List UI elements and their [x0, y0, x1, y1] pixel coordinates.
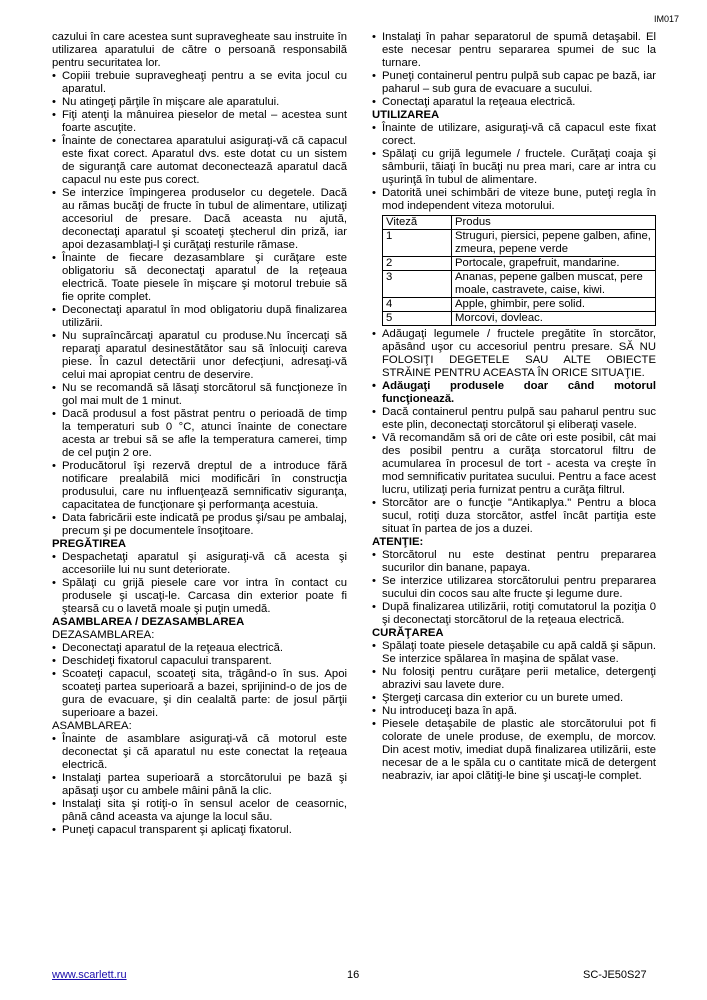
list-item: • Se interzice utilizarea storcătorului pentru prepararea sucului din cocos sau alte fructe şi legume dure. — [372, 575, 656, 601]
page-number: 16 — [347, 969, 360, 981]
right-column — [372, 31, 656, 783]
table-cell-product: Ananas, pepene galben muscat, pere moale, castravete, caise, kiwi. — [452, 271, 656, 298]
list-item: • Nu introduceţi baza în apă. — [372, 705, 656, 718]
list-item: • Nu supraîncărcaţi aparatul cu produse.Nu încercaţi să reparaţi aparatul desinestătător sau să înlocuiţi careva piese. În cazul detectării unor defecţiuni, adresaţi-vă celui mai apropiat centru de deservire. — [52, 330, 347, 382]
subheading-disassembly: DEZASAMBLAREA: — [52, 629, 155, 641]
list-item: • Instalaţi partea superioară a storcătorului pe bază şi apăsaţi uşor cu ambele mâini până la clic. — [52, 772, 347, 798]
table-cell-speed: 1 — [383, 230, 452, 257]
disassembly-list — [52, 642, 347, 720]
list-item: • Nu atingeţi părţile în mişcare ale aparatului. — [52, 96, 347, 109]
list-item: • Înainte de fiecare dezasamblare şi curăţare este obligatoriu să deconectaţi aparatul de la reţeaua electrică. Toate piesele în mişcare şi motorul trebuie să fie oprite complet. — [52, 252, 347, 304]
list-item: • Puneţi capacul transparent şi aplicaţi fixatorul. — [52, 824, 347, 837]
section-heading-preparation: PREGĂTIREA — [52, 538, 127, 550]
list-item: • Nu folosiţi pentru curăţare perii metalice, detergenţi abrazivi sau lavete dure. — [372, 666, 656, 692]
table-cell-speed: 3 — [383, 271, 452, 298]
table-cell-product: Apple, ghimbir, pere solid. — [452, 298, 656, 312]
usage-list-continued — [372, 328, 656, 536]
list-item: • După finalizarea utilizării, rotiţi comutatorul la poziţia 0 şi deconectaţi storcătorul de la reţeaua electrică. — [372, 601, 656, 627]
list-item: • Spălaţi toate piesele detaşabile cu apă caldă şi săpun. Se interzice spălarea în maşina de spălat vase. — [372, 640, 656, 666]
website-link[interactable]: www.scarlett.ru — [52, 969, 127, 981]
list-item: • Instalaţi în pahar separatorul de spumă detaşabil. El este necesar pentru separarea spumei de suc la turnare. — [372, 31, 656, 70]
list-item: • Storcător are o funcţie "Antikaplya." Pentru a bloca sucul, rotiţi duza storcător, astfel încât partiţia este situat în partea de jos a duzei. — [372, 497, 656, 536]
list-item: • Conectaţi aparatul la reţeaua electrică. — [372, 96, 656, 109]
list-item: • Înainte de utilizare, asiguraţi-vă că capacul este fixat corect. — [372, 122, 656, 148]
table-cell-speed: 4 — [383, 298, 452, 312]
table-cell-product: Struguri, piersici, pepene galben, afine, zmeura, pepene verde — [452, 230, 656, 257]
list-item: • Piesele detaşabile de plastic ale storcătorului pot fi colorate de unele produse, de exemplu, de morcov. Din acest motiv, imediat după finalizarea utilizării, este necesar de a le spăla cu o cantitate mică de detergent neabraziv, iar apoi clătiţi-le bine şi uscaţi-le complet. — [372, 718, 656, 783]
table-row — [383, 257, 656, 271]
speed-table — [382, 215, 656, 326]
list-item: • Deschideţi fixatorul capacului transparent. — [52, 655, 347, 668]
safety-list — [52, 70, 347, 538]
section-heading-cleaning: CURĂŢAREA — [372, 627, 444, 639]
list-item: • Despachetaţi aparatul şi asiguraţi-vă că acesta şi accesoriile lui nu sunt deteriorate. — [52, 551, 347, 577]
table-row — [383, 230, 656, 257]
list-item: • Nu se recomandă să lăsaţi storcătorul să funcţioneze în gol mai mult de 1 minut. — [52, 382, 347, 408]
table-cell-product: Morcovi, dovleac. — [452, 312, 656, 326]
attention-list — [372, 549, 656, 627]
list-item: • Fiţi atenţi la mânuirea pieselor de metal – acestea sunt foarte ascuţite. — [52, 109, 347, 135]
list-item: • Spălaţi cu grijă legumele / fructele. Curăţaţi coaja şi sâmburii, tăiaţi în bucăţi nu prea mari, care ar intra cu uşurinţă în tubul de alimentare. — [372, 148, 656, 187]
list-item: • Vă recomandăm să ori de câte ori este posibil, cât mai des posibil pentru a curăţa storcatorul filtru de acumularea în procesul de tort - acesta va creşte în mod semnificativ puritatea sucului. Pentru a face acest lucru, utilizaţi peria furnizat pentru a curăţa filtrul. — [372, 432, 656, 497]
column-header-product: Produs — [452, 216, 656, 230]
preparation-list — [52, 551, 347, 616]
list-item: • Se interzice împingerea produselor cu degetele. Dacă au rămas bucăţi de fructe în tubul de alimentare, utilizaţi accesoriul de presare. Dacă aceasta nu ajută, deconectaţi aparatul şi scoateţi ştecherul din priză, iar apoi dezasamblaţi-l şi curăţaţi resturile rămase. — [52, 187, 347, 252]
list-item: • Deconectaţi aparatul de la reţeaua electrică. — [52, 642, 347, 655]
list-item: • Instalaţi sita şi rotiţi-o în sensul acelor de ceasornic, până când aceasta va ajunge la locul său. — [52, 798, 347, 824]
model-code-header: IM017 — [654, 14, 680, 24]
table-cell-speed: 2 — [383, 257, 452, 271]
subheading-assembly: ASAMBLAREA: — [52, 720, 132, 732]
left-column — [52, 31, 347, 837]
assembly-list-continued — [372, 31, 656, 109]
list-item: • Producătorul îşi rezervă dreptul de a introduce fără notificare prealabilă mici modificări în construcţia produsului, care nu influenţează semnificativ siguranţa, capacitatea de funcţionare şi performanţa acestuia. — [52, 460, 347, 512]
list-item: • Scoateţi capacul, scoateţi sita, trăgând-o în sus. Apoi scoateţi partea superioară a bazei, sprijinind-o de jos de gura de evacuare, şi din cealaltă parte: de josul părţii superioare a bazei. — [52, 668, 347, 720]
list-item: • Storcătorul nu este destinat pentru prepararea sucurilor din banane, papaya. — [372, 549, 656, 575]
list-item: • Deconectaţi aparatul în mod obligatoriu după finalizarea utilizării. — [52, 304, 347, 330]
table-cell-speed: 5 — [383, 312, 452, 326]
cleaning-list — [372, 640, 656, 783]
list-item: • Spălaţi cu grijă piesele care vor intra în contact cu produsele şi uscaţi-le. Carcasa din exterior poate fi ştearsă cu o lavetă moale şi puţin umedă. — [52, 577, 347, 616]
usage-list — [372, 122, 656, 213]
intro-paragraph: cazului în care acestea sunt supravegheate sau instruite în utilizarea aparatului de către o persoană responsabilă pentru securitatea lor. — [52, 31, 347, 69]
list-item: • Înainte de conectarea aparatului asiguraţi-vă că capacul este fixat corect. Aparatul dvs. este dotat cu un sistem de siguranţă care automat deconectează aparatul dacă capacul nu este pus corect. — [52, 135, 347, 187]
list-item-bold: • Adăugaţi produsele doar când motorul funcţionează. — [372, 380, 656, 406]
section-heading-assembly: ASAMBLAREA / DEZASAMBLAREA — [52, 616, 245, 628]
list-item: • Copiii trebuie supravegheaţi pentru a se evita jocul cu aparatul. — [52, 70, 347, 96]
list-item: • Data fabricării este indicată pe produs şi/sau pe ambalaj, precum şi pe documentele însoţitoare. — [52, 512, 347, 538]
model-code-footer: SC-JE50S27 — [583, 969, 647, 981]
list-item: • Dacă containerul pentru pulpă sau paharul pentru suc este plin, deconectaţi storcătorul şi eliberaţi vasele. — [372, 406, 656, 432]
table-row — [383, 298, 656, 312]
section-heading-attention: ATENŢIE: — [372, 536, 424, 548]
list-item: • Înainte de asamblare asiguraţi-vă că motorul este deconectat şi că aparatul nu este conectat la reţeaua electrică. — [52, 733, 347, 772]
list-item: • Ştergeţi carcasa din exterior cu un burete umed. — [372, 692, 656, 705]
list-item: • Dacă produsul a fost păstrat pentru o perioadă de timp la temperaturi sub 0 °C, atunci înainte de conectare acesta ar trebui să se afle la temperatura camerei, timp de cel puţin 2 ore. — [52, 408, 347, 460]
list-item: • Puneţi containerul pentru pulpă sub capac pe bază, iar paharul – sub gura de evacuare a sucului. — [372, 70, 656, 96]
section-heading-usage: UTILIZAREA — [372, 109, 440, 121]
table-cell-product: Portocale, grapefruit, mandarine. — [452, 257, 656, 271]
table-row — [383, 271, 656, 298]
table-header-row — [383, 216, 656, 230]
list-item: • Datorită unei schimbări de viteze bune, puteţi regla în mod independent viteza motorului. — [372, 187, 656, 213]
table-row — [383, 312, 656, 326]
assembly-list — [52, 733, 347, 837]
column-header-speed: Viteză — [383, 216, 452, 230]
list-item: • Adăugaţi legumele / fructele pregătite în storcător, apăsând uşor cu accesoriul pentru presare. SĂ NU FOLOSIŢI DEGETELE SAU ALTE OBIECTE STRĂINE PENTRU ACEASTA ÎN ORICE SITUAŢIE. — [372, 328, 656, 380]
